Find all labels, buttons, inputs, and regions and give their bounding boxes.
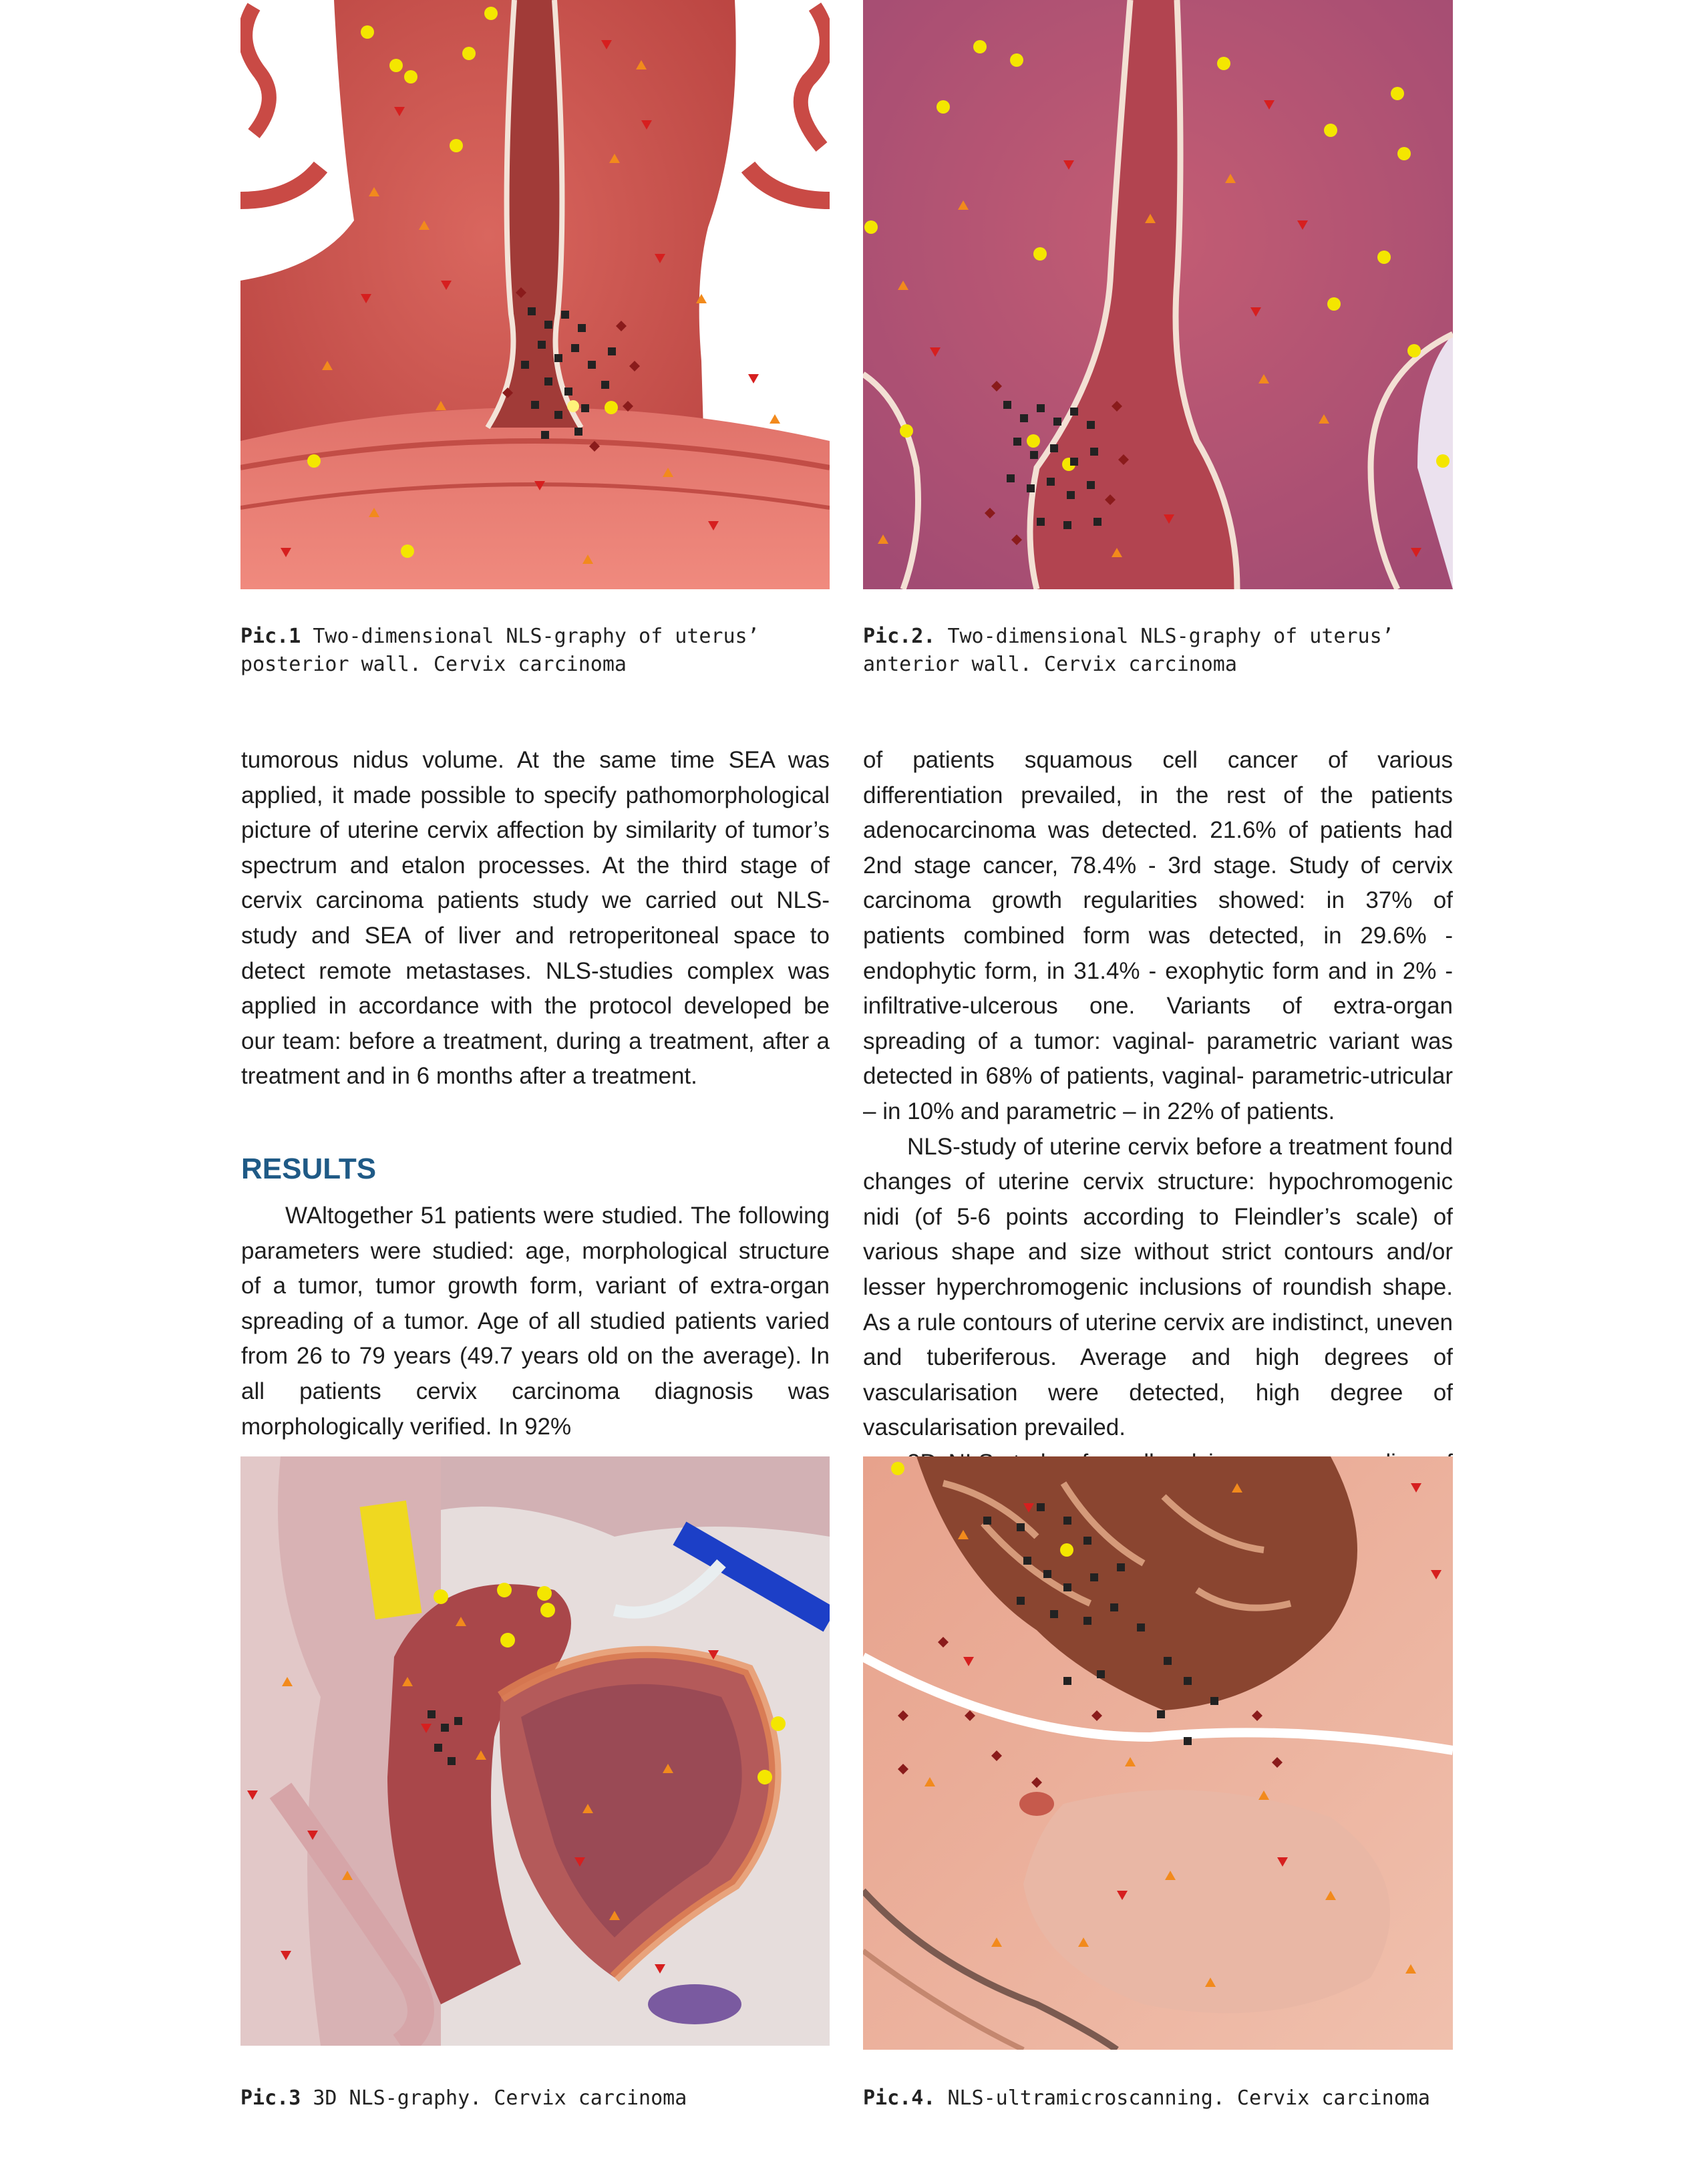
figure-pic3: [240, 1456, 830, 2046]
caption-pic2: [863, 623, 1417, 679]
caption-pic1: [240, 623, 762, 679]
left-column-results: [241, 1199, 830, 1444]
pelvis-3d-illustration: [240, 1456, 830, 2046]
caption-label: Pic.3: [240, 2086, 301, 2110]
figure-pic1: [240, 0, 830, 589]
caption-label: Pic.2.: [863, 625, 936, 648]
caption-text: 3D NLS-graphy. Cervix carcinoma: [313, 2086, 687, 2110]
right-paragraph-2: NLS-study of uterine cervix before a treatment found changes of uterine cervix structure: hypochromogenic nidi (of 5-6 points according to Fleindler’s scale) of various shape and size without strict contours and/or lesser hyperchromogenic inclusions of roundish shape. As a rule contours of uterine cervix are indistinct, uneven and tuberiferous. Average and high degrees of vascularisation were detected, high degree of vascularisation prevailed.: [863, 1133, 1453, 1441]
caption-label: Pic.1: [240, 625, 301, 648]
caption-text: NLS-ultramicroscanning. Cervix carcinoma: [947, 2086, 1430, 2110]
right-column: [863, 743, 1453, 1516]
caption-label: Pic.4.: [863, 2086, 936, 2110]
results-heading: RESULTS: [241, 1152, 377, 1185]
left-paragraph-2: WAltogether 51 patients were studied. The following parameters were studied: age, morphological structure of a tumor, tumor growth form, variant of extra-organ spreading of a tumor. Age of all studied patients varied from 26 to 79 years (49.7 years old on the average). In all patients cervix carcinoma diagnosis was morphologically verified. In 92%: [241, 1203, 830, 1440]
caption-pic3: [240, 2084, 815, 2113]
uterus-anterior-illustration: [863, 0, 1453, 589]
ultramicroscanning-illustration: [863, 1456, 1453, 2050]
figure-pic2: [863, 0, 1453, 589]
caption-text: Two-dimensional NLS-graphy of uterus’ anterior wall. Cervix carcinoma: [863, 625, 1394, 676]
caption-text: Two-dimensional NLS-graphy of uterus’ posterior wall. Cervix carcinoma: [240, 625, 759, 676]
figure-pic4: [863, 1456, 1453, 2050]
left-paragraph-1: tumorous nidus volume. At the same time SEA was applied, it made possible to specify pathomorphological picture of uterine cervix affection by similarity of tumor’s spectrum and etalon processes. At the third stage of cervix carcinoma patients study we carried out NLS-study and SEA of liver and retroperitoneal space to detect remote metastases. NLS-studies complex was applied in accordance with the protocol developed be our team: before a treatment, during a treatment, after a treatment and in 6 months after a treatment.: [241, 747, 830, 1090]
right-paragraph-1: of patients squamous cell cancer of various differentiation prevailed, in the rest of the patients adenocarcinoma was detected. 21.6% of patients had 2nd stage cancer, 78.4% - 3rd stage. Study of cervix carcinoma growth regularities showed: in 37% of patients combined form was detected, in 29.6% - endophytic form, in 31.4% - exophytic form and in 2% - infiltrative-ulcerous one. Variants of extra-organ spreading of a tumor: vaginal- parametric variant was detected in 68% of patients, vaginal- parametric-utricular – in 10% and parametric – in 22% of patients.: [863, 747, 1453, 1124]
caption-pic4: [863, 2084, 1437, 2113]
uterus-posterior-illustration: [240, 0, 830, 589]
left-column: [241, 743, 830, 1094]
